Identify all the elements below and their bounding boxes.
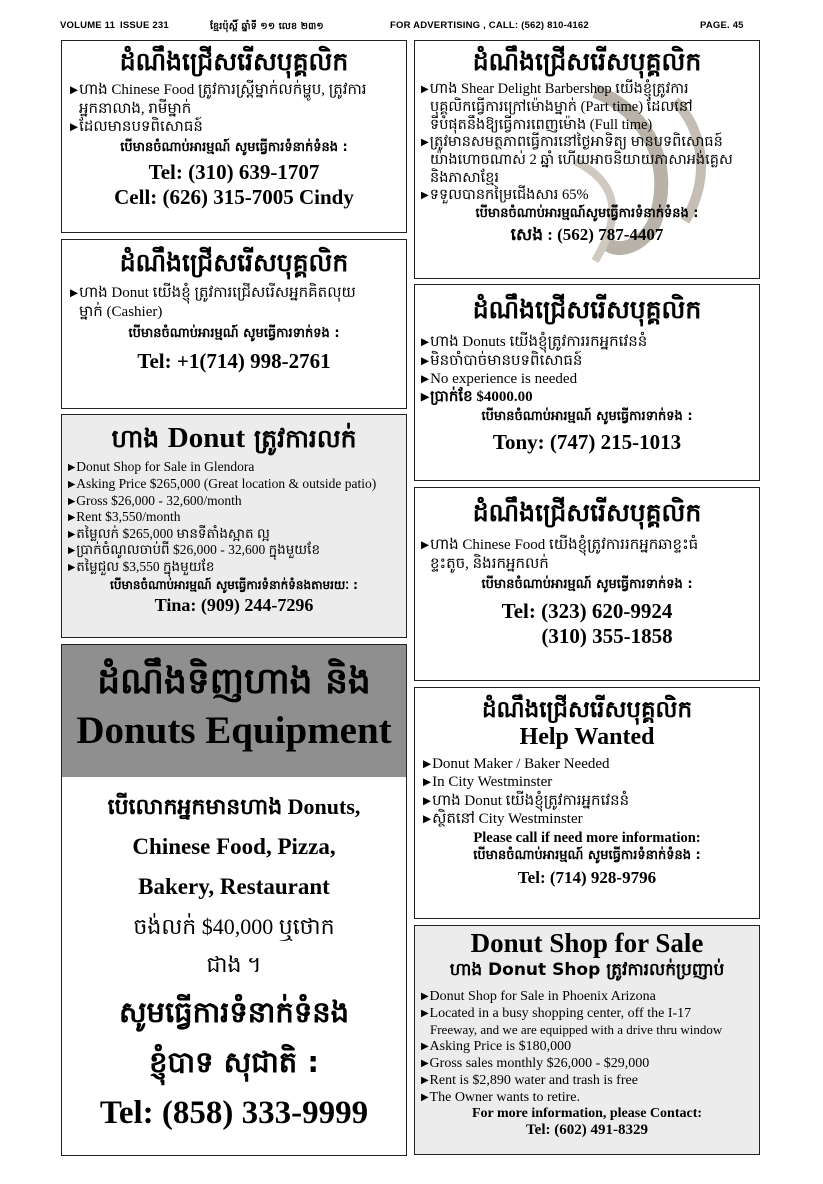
khmer-issue-date: ខ្មែរប៉ុស្តិ៍ ឆ្នាំទី ១១ លេខ ២៣១ — [210, 21, 324, 32]
ad-line: ▶ ប្រាក់ខែ $4000.00 — [421, 388, 759, 406]
phone-number[interactable]: Tel: (714) 928-9796 — [517, 868, 657, 888]
ad-line: ▶ The Owner wants to retire. — [421, 1089, 759, 1106]
ad-title-en: Donuts Equipment — [76, 708, 392, 752]
ad-line: ▶ Asking Price $265,000 (Great location & outside patio) — [68, 476, 406, 493]
issue-label: ISSUE 231 — [120, 20, 169, 31]
ad-title-en: Donut — [167, 422, 246, 454]
ad-buying-donut-shops — [61, 644, 407, 1156]
ad-donut-baker-hiring — [414, 284, 760, 481]
ad-line: ▶ Rent $3,550/month — [68, 509, 406, 526]
ad-line: ជាង ។ — [206, 952, 262, 977]
ad-line: ▶ Rent is $2,890 water and trash is free — [421, 1072, 759, 1089]
ad-title-kh: ដំណឹងទិញហាង និង — [97, 661, 371, 702]
ad-chinese-food-cook-hiring — [414, 487, 760, 681]
ad-line: ▶ ដែលមានបទពិសោធន៍ — [70, 118, 406, 136]
ad-line: ចង់លក់ $40,000 ឬថោក — [133, 914, 335, 939]
ad-line: ▶ Asking Price is $180,000 — [421, 1038, 759, 1055]
ad-line: Chinese Food, Pizza, — [132, 834, 336, 859]
ad-donut-cashier-hiring — [61, 239, 407, 409]
ad-line: ▶ Gross sales monthly $26,000 - $29,000 — [421, 1055, 759, 1072]
ad-title: ដំណឹងជ្រើសរើសបុគ្គលិក — [472, 295, 702, 324]
contact-prompt: បើមានចំណាប់អារម្មណ៍ សូមធ្វើការទំនាក់ទំនង : — [473, 848, 701, 864]
ad-line: ▶ ស្ថិតនៅ City Westminster — [423, 810, 759, 828]
ad-title — [62, 423, 406, 453]
ad-barbershop-hiring — [414, 40, 760, 279]
contact-prompt: បើមានចំណាប់អារម្មណ៍ សូមធ្វើការទាក់ទង : — [481, 576, 693, 592]
ad-title-kh2: ត្រូវការលក់ — [253, 424, 357, 453]
advertising-contact: FOR ADVERTISING , CALL: (562) 810-4162 — [390, 20, 589, 31]
phone-number[interactable]: Tel: (602) 491-8329 — [526, 1122, 648, 1139]
ad-title: Donut Shop for Sale — [470, 928, 704, 958]
ad-line: យ៉ាងហោចណាស់ 2 ឆ្នាំ ហើយអាចនិយាយភាសាអង់គ្លេស — [430, 152, 733, 168]
ad-line: ▶ Located in a busy shopping center, off the I-17 — [421, 1005, 759, 1022]
ad-line: ខ្ទះតូច, និងរកអ្នកលក់ — [430, 555, 549, 572]
ad-line: Freeway, and we are equipped with a drive thru window — [430, 1022, 723, 1038]
ad-line: និងភាសាខ្មែរ — [430, 169, 500, 186]
ad-line: ▶ ហាង Donut យើងខ្ញុំ ត្រូវការជ្រើសរើសអ្នកគិតលុយ — [70, 284, 406, 302]
ad-title: ដំណឹងជ្រើសរើសបុគ្គលិក — [472, 498, 702, 527]
ad-line: ▶ ត្រូវមានសមត្ថភាពធ្វើការនៅថ្ងៃអាទិត្យ មានបទពិសោធន៍ — [421, 134, 759, 152]
ad-line: ▶ In City Westminster — [423, 773, 759, 791]
ad-line: ▶ ប្រាក់ចំណូលចាប់ពី $26,000 - 32,600 ក្នុងមួយខែ — [68, 542, 406, 559]
ad-title: ដំណឹងជ្រើសរើសបុគ្គលិក — [481, 697, 693, 723]
ad-line: ▶ Donut Shop for Sale in Glendora — [68, 459, 406, 476]
ad-subtitle: ហាង Donut Shop ត្រូវការលក់ប្រញាប់ — [449, 960, 725, 980]
ad-line: ទីបំផុតនឹងឱ្យធ្វើការពេញម៉ោង (Full time) — [430, 116, 653, 133]
contact-prompt: បើមានចំណាប់អារម្មណ៍ សូមធ្វើការទំនាក់ទំនងតាមរយៈ : — [110, 578, 358, 593]
ad-chinese-food-hiring — [61, 40, 407, 233]
contact-prompt: បើមានចំណាប់អារម្មណ៍ សូមធ្វើការទាក់ទង : — [481, 409, 693, 425]
ad-line: ▶ Gross $26,000 - 32,600/month — [68, 493, 406, 510]
phone-number[interactable]: Tina: (909) 244-7296 — [154, 595, 314, 616]
ad-line: ▶ No experience is needed — [421, 370, 759, 388]
ad-line: ▶ ទទួលបានកម្រៃជើងសារ 65% — [421, 187, 759, 205]
phone-number[interactable]: Tel: (310) 639-1707 — [148, 160, 320, 185]
contact-prompt: សូមធ្វើការទំនាក់ទំនង — [118, 995, 350, 1029]
ad-line: ▶ ហាង Donuts យើងខ្ញុំត្រូវការរកអ្នកវេននំ — [421, 333, 759, 351]
info-note: Please call if need more information: — [473, 830, 701, 847]
phone-number[interactable]: Tony: (747) 215-1013 — [492, 430, 682, 455]
page-header — [60, 20, 760, 34]
info-note: For more information, please Contact: — [471, 1106, 703, 1122]
phone-number[interactable]: Tel: (323) 620-9924 — [501, 598, 673, 623]
ad-title: ដំណឹងជ្រើសរើសបុគ្គលិក — [119, 248, 349, 277]
phone-number[interactable]: Tel: +1(714) 998-2761 — [137, 348, 331, 373]
cell-number[interactable]: Cell: (626) 315-7005 Cindy — [114, 185, 354, 210]
ad-title: ដំណឹងជ្រើសរើសបុគ្គលិក — [119, 47, 349, 76]
ad-title-band — [62, 645, 406, 777]
ad-line: ▶ ហាង Chinese Food យើងខ្ញុំត្រូវការរកអ្នកឆាខ្ទះធំ — [421, 536, 759, 554]
ad-title: ដំណឹងជ្រើសរើសបុគ្គលិក — [472, 47, 702, 76]
ad-title-kh: ហាង — [111, 424, 160, 453]
ad-subtitle: Help Wanted — [519, 724, 655, 751]
ad-donut-shop-sale-glendora — [61, 414, 407, 638]
ad-line: ▶ Donut Shop for Sale in Phoenix Arizona — [421, 988, 759, 1005]
ad-help-wanted-westminster — [414, 687, 760, 919]
page-number: PAGE. 45 — [700, 20, 744, 31]
ad-line: ម្នាក់ (Cashier) — [79, 303, 163, 320]
volume-label: VOLUME 11 — [60, 20, 116, 31]
ad-line: ▶ តម្លៃលក់ $265,000 មានទីតាំងស្អាត ល្អ — [68, 526, 406, 543]
ad-line: បើលោកអ្នកមានហាង Donuts, — [107, 794, 361, 819]
contact-prompt: បើមានចំណាប់អារម្មណ៍ សូមធ្វើការទាក់ទង : — [128, 325, 340, 341]
ad-line: ▶ តម្លៃជួល $3,550 ក្នុងមួយខែ — [68, 559, 406, 576]
phone-number[interactable]: Tel: (858) 333-9999 — [99, 1095, 369, 1131]
ad-line: អ្នកនាលាង, រាមីម្នាក់ — [79, 100, 192, 117]
ad-line: ▶ ហាង Donut យើងខ្ញុំត្រូវការអ្នកវេននំ — [423, 792, 759, 810]
ad-donut-shop-sale-phoenix — [414, 925, 760, 1155]
ad-line: ▶ ហាង Shear Delight Barbershop យើងខ្ញុំត្រូវការ — [421, 81, 759, 99]
contact-name: ខ្ញុំបាទ សុជាតិ : — [149, 1045, 319, 1079]
contact-prompt: បើមានចំណាប់អារម្មណ៍ សូមធ្វើការទំនាក់ទំនង : — [120, 140, 348, 156]
ad-line: ▶ មិនចាំបាច់មានបទពិសោធន៍ — [421, 352, 759, 370]
ad-line: Bakery, Restaurant — [138, 874, 330, 899]
ad-line: បុគ្គលិកធ្វើការក្រៅម៉ោងម្នាក់ (Part time) ដែលនៅ — [430, 98, 693, 115]
ad-line: ▶ ហាង Chinese Food ត្រូវការស្ត្រីម្នាក់លក់ម្ហូប, ត្រូវការ — [70, 81, 406, 99]
ad-line: ▶ Donut Maker / Baker Needed — [423, 755, 759, 773]
phone-number-2[interactable]: (310) 355-1858 — [541, 623, 673, 648]
contact-prompt: បើមានចំណាប់អារម្មណ៍សូមធ្វើការទំនាក់ទំនង : — [475, 206, 699, 222]
phone-number[interactable]: សេង : (562) 787-4407 — [510, 225, 664, 245]
